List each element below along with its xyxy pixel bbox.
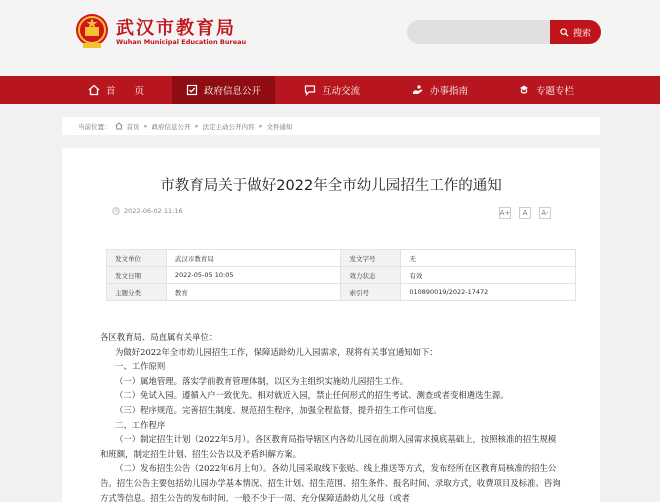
article-body bbox=[100, 330, 564, 502]
info-key: 主题分类 bbox=[107, 284, 167, 301]
info-value: 有效 bbox=[401, 267, 576, 284]
section-heading: 二、工作程序 bbox=[115, 419, 166, 430]
font-decrease-button[interactable]: A- bbox=[539, 207, 551, 219]
font-reset-button[interactable]: A bbox=[519, 207, 531, 219]
nav-item-label: 政府信息公开 bbox=[204, 86, 262, 97]
info-value: 无 bbox=[401, 250, 576, 267]
breadcrumb-separator: » bbox=[143, 122, 148, 130]
document-info-table bbox=[106, 249, 576, 301]
article-paragraph: （二）发布招生公告（2022年6月上旬）。各幼儿园采取线下张贴、线上推送等方式，发布经所在区教育局核准的招生公告。招生公告主要包括幼儿园办学基本情况、招生计划、招生范围、招生条件、报名时间、录取方式，收费项目及标准、咨询方式等信息。招生公告的发布时间，一般不少于一周，充分保障适龄幼儿父母（或者 bbox=[100, 463, 561, 502]
search-button-label: 搜索 bbox=[572, 28, 591, 39]
article-title: 市教育局关于做好2022年全市幼儿园招生工作的通知 bbox=[160, 178, 502, 194]
article-date: 2022-06-02 11:16 bbox=[124, 207, 183, 215]
search-button[interactable] bbox=[550, 20, 601, 44]
checklist-icon bbox=[186, 84, 198, 96]
home-icon bbox=[115, 122, 123, 130]
national-emblem-icon bbox=[75, 12, 109, 50]
site-header bbox=[0, 0, 660, 76]
info-key: 发文字号 bbox=[341, 250, 401, 267]
nav-item-label: 办事指南 bbox=[430, 86, 469, 97]
main-nav bbox=[0, 76, 660, 104]
table-row bbox=[107, 284, 576, 301]
article-paragraph: （二）免试入园。遵循入户一致优先、相对就近入园，禁止任何形式的招生考试、测查或者变相遴选生源。 bbox=[115, 390, 509, 401]
article-paragraph: 为做好2022年全市幼儿园招生工作，保障适龄幼儿入园需求，现将有关事宜通知如下： bbox=[115, 346, 438, 357]
article-paragraph: （一）属地管理。落实学前教育管理体制，以区为主组织实施幼儿园招生工作。 bbox=[115, 375, 409, 386]
topic-icon bbox=[518, 84, 530, 96]
info-key: 索引号 bbox=[341, 284, 401, 301]
info-key: 效力状态 bbox=[341, 267, 401, 284]
breadcrumb-prefix: 当前位置： bbox=[78, 122, 111, 131]
search-input[interactable] bbox=[407, 20, 551, 44]
table-row bbox=[107, 250, 576, 267]
section-heading: 一、工作原则 bbox=[115, 361, 166, 372]
breadcrumb-link-government-info[interactable]: 政府信息公开 bbox=[151, 122, 191, 131]
nav-item-government-info[interactable] bbox=[172, 76, 275, 104]
site-title[interactable]: 武汉市教育局 bbox=[116, 18, 236, 39]
breadcrumb-link-statutory-content[interactable]: 法定主动公开内容 bbox=[202, 122, 255, 131]
info-value: 教育 bbox=[166, 284, 341, 301]
info-value: 2022-05-05 10:05 bbox=[166, 267, 341, 284]
nav-item-label: 互动交流 bbox=[322, 86, 361, 97]
breadcrumb-separator: » bbox=[194, 122, 199, 130]
article-paragraph: （一）制定招生计划（2022年5月）。各区教育局指导辖区内各幼儿园在前期入园需求摸底基础上，按照核准的招生规模和班额，制定招生计划、招生公告以及矛盾纠解方案。 bbox=[100, 434, 557, 459]
chat-icon bbox=[304, 84, 316, 96]
info-key: 发文单位 bbox=[107, 250, 167, 267]
info-value: 武汉市教育局 bbox=[166, 250, 341, 267]
service-icon bbox=[412, 84, 424, 96]
nav-item-interaction[interactable] bbox=[304, 76, 360, 104]
nav-item-topics[interactable] bbox=[518, 76, 574, 104]
article-meta bbox=[112, 207, 183, 215]
home-icon bbox=[88, 84, 100, 96]
info-value: 010890019/2022-17472 bbox=[401, 284, 576, 301]
info-key: 发文日期 bbox=[107, 267, 167, 284]
nav-item-label: 首 页 bbox=[106, 86, 145, 97]
table-row bbox=[107, 267, 576, 284]
font-increase-button[interactable]: A+ bbox=[499, 209, 511, 217]
site-title-english: Wuhan Municipal Education Bureau bbox=[116, 38, 247, 46]
article-salutation: 各区教育局、局直属有关单位： bbox=[100, 332, 218, 342]
search-icon bbox=[560, 28, 569, 37]
clock-icon bbox=[112, 207, 120, 215]
breadcrumb-link-notices[interactable]: 文件通知 bbox=[266, 122, 293, 131]
breadcrumb bbox=[62, 117, 600, 135]
nav-item-label: 专题专栏 bbox=[536, 86, 575, 97]
breadcrumb-link-home[interactable]: 首页 bbox=[126, 122, 140, 131]
article-panel bbox=[62, 148, 600, 502]
nav-item-service-guide[interactable] bbox=[412, 76, 468, 104]
breadcrumb-separator: » bbox=[258, 122, 263, 130]
nav-item-home[interactable] bbox=[88, 76, 144, 104]
article-paragraph: （三）程序规范。完善招生制度、规范招生程序，加强全程监督，提升招生工作可信度。 bbox=[115, 404, 442, 415]
